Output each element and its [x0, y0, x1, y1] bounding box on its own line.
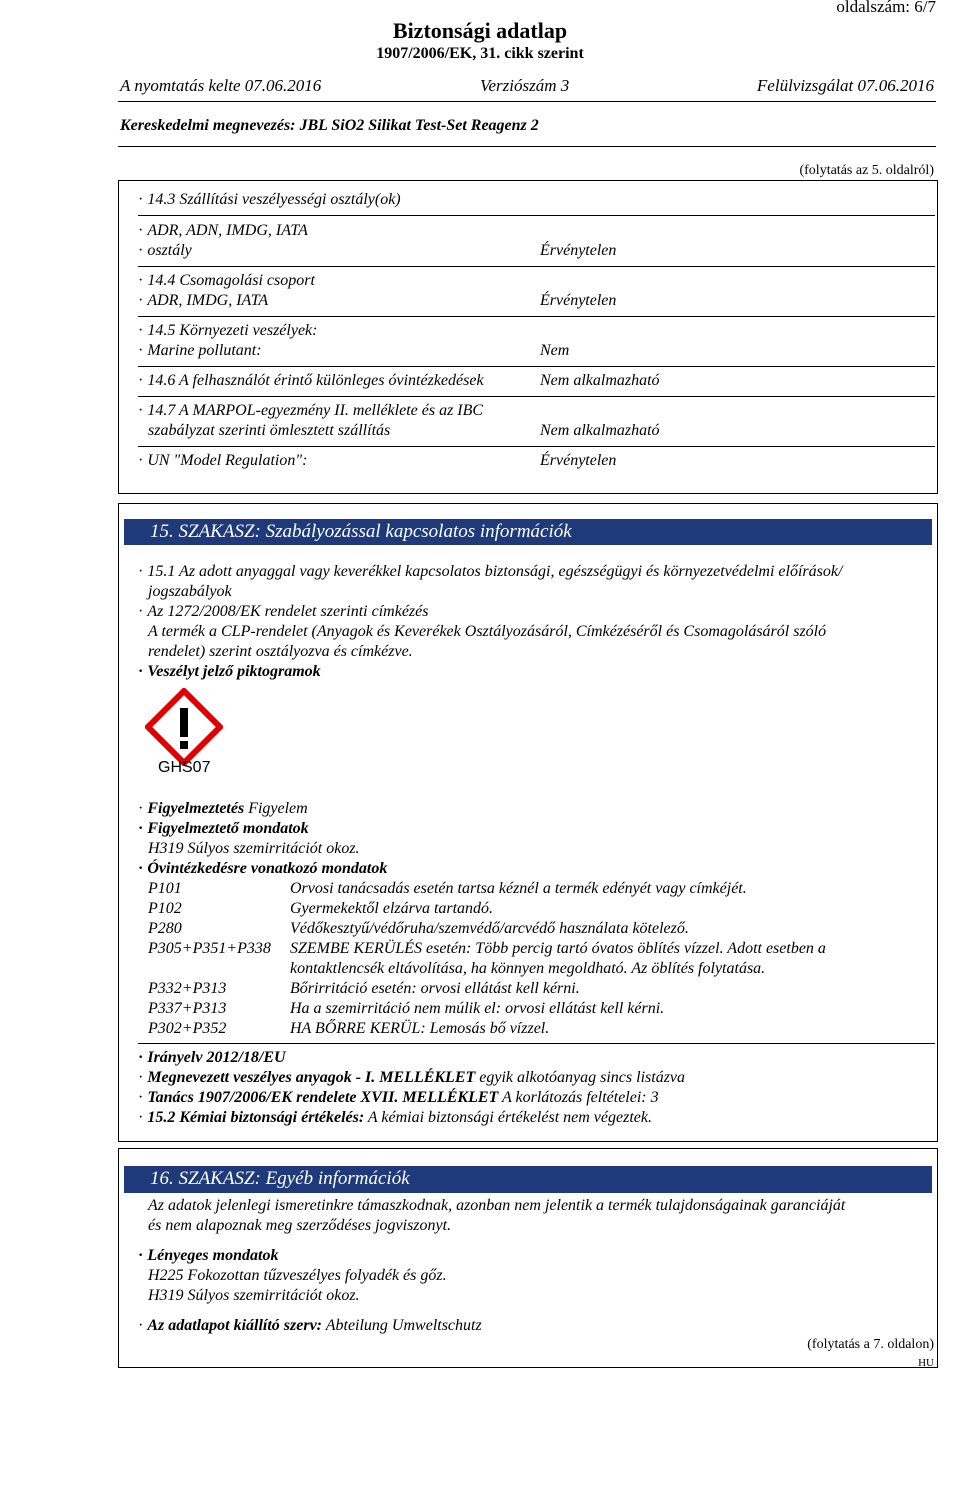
s14-6-value: Nem alkalmazható [540, 372, 660, 389]
trade-name: Kereskedelmi megnevezés: JBL SiO2 Silikat Test-Set Reagenz 2 [120, 117, 539, 134]
precaution-text: Ha a szemirritáció nem múlik el: orvosi ellátást kell kérni. [290, 1000, 665, 1017]
precaution-text: Orvosi tanácsadás esetén tartsa kéznél a termék edényét vagy címkéjét. [290, 880, 747, 897]
divider [138, 266, 935, 267]
precaution-title: · Óvintézkedésre vonatkozó mondatok [138, 860, 387, 878]
phrase-h225: H225 Fokozottan tűzveszélyes folyadék és gőz. [148, 1267, 447, 1284]
precaution-code: P302+P352 [148, 1020, 227, 1037]
precaution-code: P337+P313 [148, 1000, 227, 1017]
s14-3-value: Érvénytelen [540, 242, 617, 259]
issuer-label: Az adatlapot kiállító szerv: [147, 1317, 322, 1334]
council-regulation-value: A korlátozás feltételei: 3 [502, 1089, 659, 1106]
s14-5-line1: · Marine pollutant: [138, 342, 262, 360]
s14-5-value: Nem [540, 342, 570, 359]
clp-text-line2: rendelet) szerint osztályozva és címkézve. [148, 643, 413, 660]
clp-text-line1: A termék a CLP-rendelet (Anyagok és Keverékek Osztályozásáról, Címkézéséről és Csomagolásáról szóló [148, 623, 827, 640]
signal-word-row [138, 800, 308, 818]
s16-text-line2: és nem alapoznak meg szerződéses jogviszonyt. [148, 1217, 452, 1234]
s16-text-line1: Az adatok jelenlegi ismeretinkre támaszkodnak, azonban nem jelentik a termék tulajdonságainak garanciáját [148, 1197, 846, 1214]
s14-4-title: · 14.4 Csomagolási csoport [138, 272, 315, 290]
s14-7-line1: · 14.7 A MARPOL-egyezmény II. melléklete és az IBC [138, 402, 483, 420]
s14-3-line2: · osztály [138, 242, 192, 260]
signal-word-value: Figyelem [248, 800, 308, 817]
s14-3-title: · 14.3 Szállítási veszélyességi osztály(ok) [138, 191, 401, 209]
s14-4-value: Érvénytelen [540, 292, 617, 309]
document-title: Biztonsági adatlap [392, 18, 568, 43]
s14-7-value: Nem alkalmazható [540, 422, 660, 439]
precaution-code: P280 [148, 920, 182, 937]
s14-5-title: · 14.5 Környezeti veszélyek: [138, 322, 317, 340]
pictogram-title: · Veszélyt jelző piktogramok [138, 663, 321, 681]
precaution-code: P332+P313 [148, 980, 227, 997]
named-substances-value: egyik alkotóanyag sincs listázva [479, 1069, 686, 1086]
relevant-phrases-title: · Lényeges mondatok [138, 1247, 278, 1265]
precaution-code: P102 [148, 900, 182, 917]
precaution-code: P101 [148, 880, 182, 897]
named-substances-row [138, 1069, 685, 1087]
divider [138, 366, 935, 367]
un-label: · UN "Model Regulation": [138, 452, 307, 470]
print-date: A nyomtatás kelte 07.06.2016 [120, 76, 322, 95]
s14-3-line1: · ADR, ADN, IMDG, IATA [138, 222, 308, 240]
version: Verziószám 3 [480, 76, 570, 95]
continuation-from: (folytatás az 5. oldalról) [799, 163, 934, 178]
signal-word-label: Figyelmeztetés [147, 800, 245, 817]
divider [138, 1043, 935, 1044]
s14-4-line1: · ADR, IMDG, IATA [138, 292, 268, 310]
divider [138, 215, 935, 216]
section15-heading: 15. SZAKASZ: Szabályozással kapcsolatos információk [124, 519, 932, 545]
precaution-text-cont: kontaktlencsék eltávolítása, ha könnyen megoldható. Az öblítés folytatása. [290, 960, 766, 977]
directive: · Irányelv 2012/18/EU [138, 1049, 286, 1067]
precaution-text: SZEMBE KERÜLÉS esetén: Több percig tartó óvatos öblítés vízzel. Adott esetben a [290, 940, 826, 957]
precaution-text: HA BŐRRE KERÜL: Lemosás bő vízzel. [290, 1020, 550, 1037]
named-substances-label: Megnevezett veszélyes anyagok - I. MELLÉKLET [147, 1069, 476, 1086]
clp-title: · Az 1272/2008/EK rendelet szerinti címkézés [138, 603, 428, 621]
precaution-text: Védőkesztyű/védőruha/szemvédő/arcvédő használata kötelező. [290, 920, 689, 937]
chemical-safety-label: 15.2 Kémiai biztonsági értékelés: [147, 1109, 365, 1126]
s15-1-line2: jogszabályok [148, 583, 232, 600]
divider [138, 446, 935, 447]
revision-date: Felülvizsgálat 07.06.2016 [756, 76, 934, 95]
precaution-code: P305+P351+P338 [148, 940, 271, 957]
un-value: Érvénytelen [540, 452, 617, 469]
s15-1-line1: · 15.1 Az adott anyaggal vagy keverékkel kapcsolatos biztonsági, egészségügyi és környezetvédelmi előírások/ [138, 563, 842, 581]
issuer-row [138, 1317, 482, 1335]
hazard-h319: H319 Súlyos szemirritációt okoz. [148, 840, 360, 857]
chemical-safety-value: A kémiai biztonsági értékelést nem végeztek. [367, 1109, 652, 1126]
s14-7-line2: szabályzat szerinti ömlesztett szállítás [148, 422, 391, 439]
divider [138, 396, 935, 397]
header-rule [118, 101, 936, 102]
divider [138, 316, 935, 317]
hazard-statements-title: · Figyelmeztető mondatok [138, 820, 309, 838]
header-rule-2 [118, 146, 936, 147]
council-regulation-label: Tanács 1907/2006/EK rendelete XVII. MELLÉKLET [147, 1089, 499, 1106]
precaution-text: Bőrirritáció esetén: orvosi ellátást kell kérni. [290, 980, 580, 997]
s14-6-title: · 14.6 A felhasználót érintő különleges óvintézkedések [138, 372, 484, 390]
document-subtitle: 1907/2006/EK, 31. cikk szerint [376, 45, 584, 62]
precaution-text: Gyermekektől elzárva tartandó. [290, 900, 494, 917]
pictogram-code: GHS07 [158, 759, 211, 776]
continuation-to: (folytatás a 7. oldalon) [807, 1337, 934, 1352]
council-regulation-row [138, 1089, 659, 1107]
section16-heading: 16. SZAKASZ: Egyéb információk [124, 1166, 932, 1193]
language-code: HU [918, 1357, 934, 1369]
phrase-h319: H319 Súlyos szemirritációt okoz. [148, 1287, 360, 1304]
chemical-safety-row [138, 1109, 652, 1127]
page-number: oldalszám: 6/7 [836, 0, 936, 16]
issuer-value: Abteilung Umweltschutz [325, 1317, 482, 1334]
ghs07-exclamation-icon [145, 688, 223, 766]
